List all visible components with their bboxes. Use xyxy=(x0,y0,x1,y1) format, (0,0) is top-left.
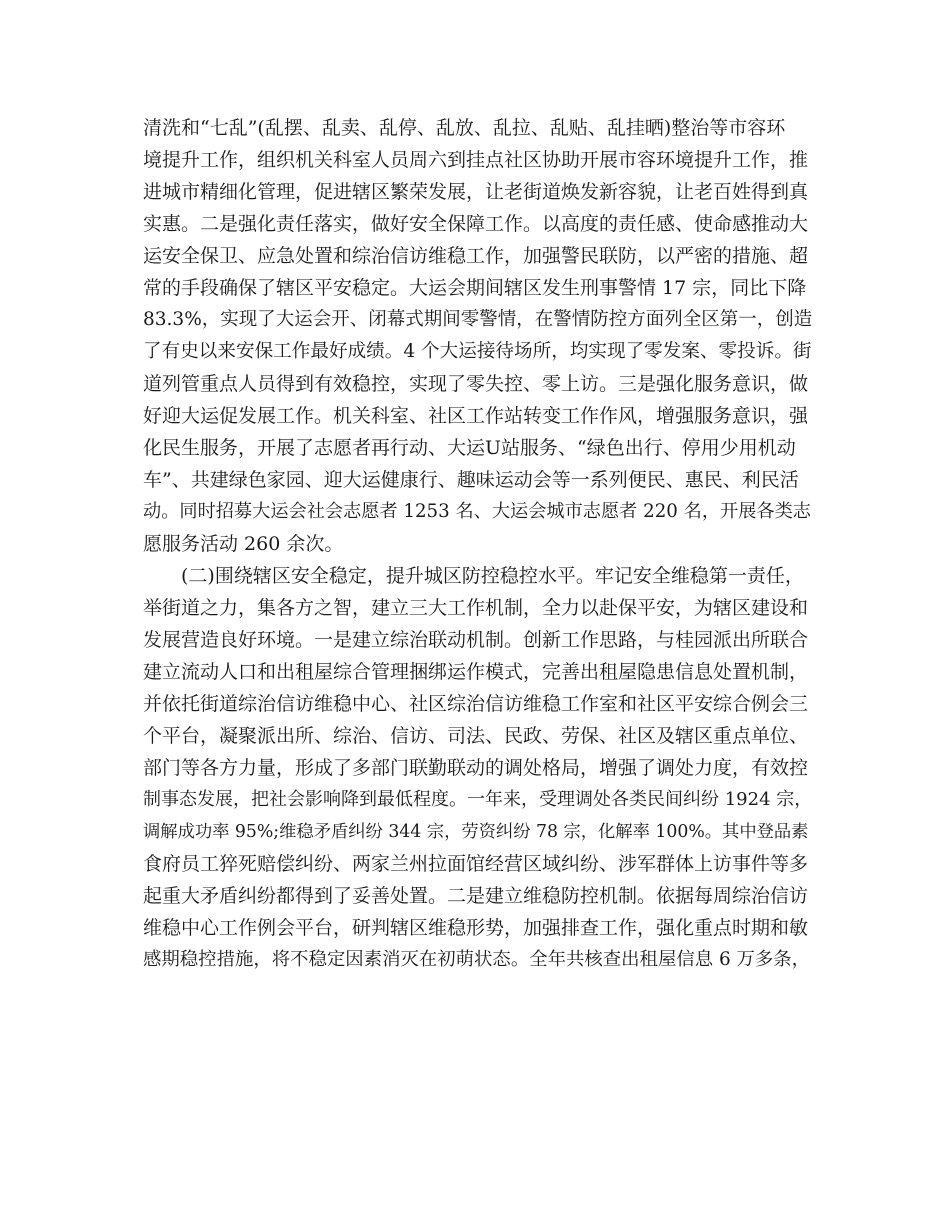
text-line: 常的手段确保了辖区平安稳定。大运会期间辖区发生刑事警情 17 宗，同比下降 xyxy=(143,277,807,299)
text-line: 建立流动人口和出租屋综合管理捆绑运作模式，完善出租屋隐患信息处置机制， xyxy=(143,661,809,683)
text-line: (二)围绕辖区安全稳定，提升城区防控稳控水平。牢记安全维稳第一责任， xyxy=(143,565,804,587)
text-line: 部门等各方力量，形成了多部门联勤联动的调处格局，增强了调处力度，有效控 xyxy=(143,757,809,779)
text-line: 调解成功率 95%;维稳矛盾纠纷 344 宗，劳资纠纷 78 宗，化解率 100%。其中登品素 xyxy=(143,822,809,842)
text-line: 举街道之力，集各方之智，建立三大工作机制，全力以赴保平安，为辖区建设和 xyxy=(143,597,809,619)
text-line: 境提升工作，组织机关科室人员周六到挂点社区协助开展市容环境提升工作，推 xyxy=(143,149,809,171)
text-line: 发展营造良好环境。一是建立综治联动机制。创新工作思路，与桂园派出所联合 xyxy=(143,629,809,651)
text-line: 食府员工猝死赔偿纠纷、两家兰州拉面馆经营区域纠纷、涉军群体上访事件等多 xyxy=(143,853,809,875)
text-line: 个平台，凝聚派出所、综治、信访、司法、民政、劳保、社区及辖区重点单位、 xyxy=(143,725,809,747)
text-line: 清洗和“七乱”(乱摆、乱卖、乱停、乱放、乱拉、乱贴、乱挂晒)整治等市容环 xyxy=(143,117,786,139)
text-line: 维稳中心工作例会平台，研判辖区维稳形势，加强排查工作，强化重点时期和敏 xyxy=(143,917,809,939)
text-line: 感期稳控措施，将不稳定因素消灭在初萌状态。全年共核查出租屋信息 6 万多条， xyxy=(143,949,811,970)
text-line: 运安全保卫、应急处置和综治信访维稳工作，加强警民联防，以严密的措施、超 xyxy=(143,245,809,267)
text-line: 动。同时招募大运会社会志愿者 1253 名、大运会城市志愿者 220 名，开展各类志 xyxy=(143,501,811,522)
text-line: 并依托街道综治信访维稳中心、社区综治信访维稳工作室和社区平安综合例会三 xyxy=(143,693,809,715)
text-line: 愿服务活动 260 余次。 xyxy=(143,533,344,555)
text-line: 起重大矛盾纠纷都得到了妥善处置。二是建立维稳防控机制。依据每周综治信访 xyxy=(143,885,809,907)
text-line: 实惠。二是强化责任落实，做好安全保障工作。以高度的责任感、使命感推动大 xyxy=(143,213,809,235)
text-line: 车”、共建绿色家园、迎大运健康行、趣味运动会等一系列便民、惠民、利民活 xyxy=(143,469,799,491)
text-line: 83.3%，实现了大运会开、闭幕式期间零警情，在警情防控方面列全区第一，创造 xyxy=(143,309,813,330)
text-line: 化民生服务，开展了志愿者再行动、大运U站服务、“绿色出行、停用少用机动 xyxy=(143,437,796,459)
text-line: 好迎大运促发展工作。机关科室、社区工作站转变工作作风，增强服务意识，强 xyxy=(143,405,809,427)
document-body xyxy=(143,112,813,976)
text-line: 道列管重点人员得到有效稳控，实现了零失控、零上访。三是强化服务意识，做 xyxy=(143,373,809,395)
text-line: 制事态发展，把社会影响降到最低程度。一年来，受理调处各类民间纠纷 1924 宗， xyxy=(143,789,813,810)
text-line: 进城市精细化管理，促进辖区繁荣发展，让老街道焕发新容貌，让老百姓得到真 xyxy=(143,181,809,203)
text-line: 了有史以来安保工作最好成绩。4 个大运接待场所，均实现了零发案、零投诉。街 xyxy=(143,341,812,362)
